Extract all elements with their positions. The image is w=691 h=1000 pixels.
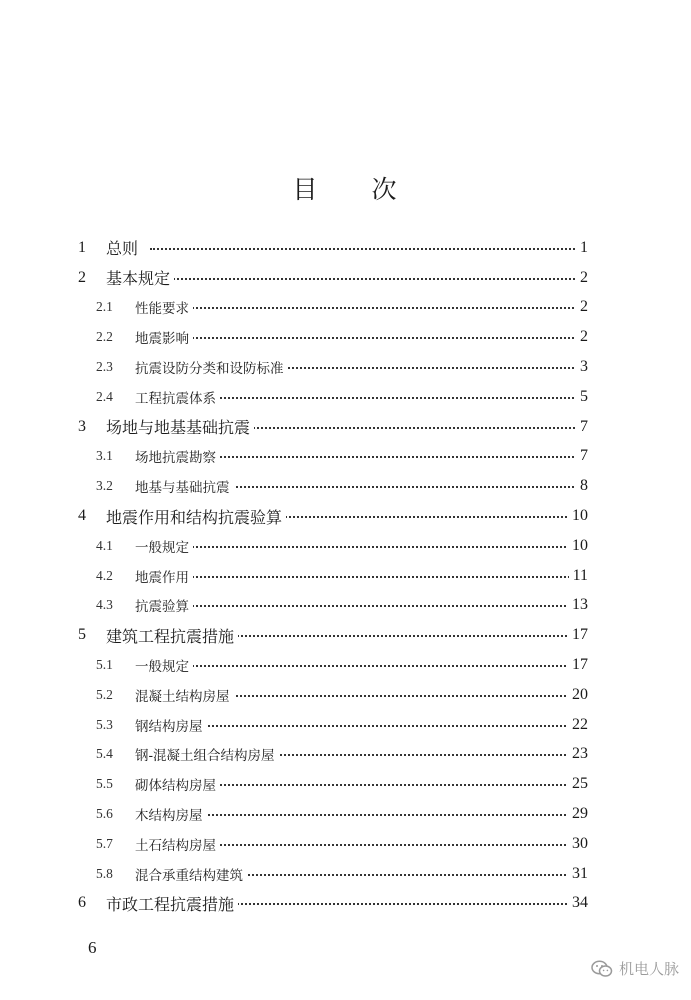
dot-leader: [180, 456, 578, 458]
toc-section-entry: [0, 442, 691, 472]
entry-number: 2.3: [96, 359, 113, 375]
toc-section-entry: [0, 293, 691, 323]
toc-section-entry: [0, 561, 691, 591]
entry-number: 5.4: [96, 746, 113, 762]
entry-title: 混凝土结构房屋: [135, 685, 234, 705]
page-title: [0, 170, 691, 206]
entry-title: 地基与基础抗震: [135, 476, 234, 496]
toc-section-entry: [0, 710, 691, 740]
dot-leader: [180, 576, 578, 578]
entry-title: 抗震验算: [135, 595, 193, 615]
entry-number: 3.2: [96, 478, 113, 494]
watermark: [591, 958, 679, 979]
entry-title: 市政工程抗震措施: [106, 892, 238, 915]
dot-leader: [180, 844, 578, 846]
title-char-right: 次: [371, 175, 399, 204]
entry-title: 场地抗震勘察: [135, 446, 220, 466]
toc-section-entry: [0, 769, 691, 799]
entry-page-number: 17: [568, 626, 588, 644]
entry-page-number: 31: [568, 865, 588, 883]
entry-page-number: 10: [568, 507, 588, 525]
dot-leader: [180, 337, 578, 339]
entry-title: 一般规定: [135, 536, 193, 556]
entry-number: 5.1: [96, 657, 113, 673]
dot-leader: [150, 248, 578, 250]
toc-section-entry: [0, 322, 691, 352]
dot-leader: [180, 695, 578, 697]
watermark-text: 机电人脉: [618, 960, 679, 978]
dot-leader: [180, 665, 578, 667]
toc-section-entry: [0, 650, 691, 680]
entry-number: 5.5: [96, 776, 113, 792]
entry-title: 土石结构房屋: [135, 834, 220, 854]
entry-title: 场地与地基基础抗震: [106, 415, 254, 438]
toc-section-entry: [0, 382, 691, 412]
entry-number: 2.2: [96, 329, 113, 345]
entry-title: 建筑工程抗震措施: [106, 624, 238, 647]
entry-page-number: 23: [568, 745, 588, 763]
entry-title: 基本规定: [106, 266, 174, 289]
wechat-icon: [591, 960, 613, 978]
toc-chapter-entry: [0, 233, 691, 263]
dot-leader: [180, 486, 578, 488]
entry-page-number: 2: [576, 328, 588, 346]
entry-number: 3: [78, 417, 86, 435]
entry-title: 地震影响: [135, 327, 193, 347]
entry-number: 5.8: [96, 865, 113, 881]
dot-leader: [180, 725, 578, 727]
dot-leader: [180, 307, 578, 309]
dot-leader: [180, 605, 578, 607]
entry-page-number: 2: [576, 269, 588, 287]
toc-section-entry: [0, 859, 691, 889]
entry-title: 钢-混凝土组合结构房屋: [135, 744, 279, 764]
entry-title: 木结构房屋: [135, 804, 207, 824]
toc-section-entry: [0, 531, 691, 561]
dot-leader: [180, 546, 578, 548]
toc-chapter-entry: [0, 263, 691, 293]
entry-number: 5.7: [96, 835, 113, 851]
entry-page-number: 20: [568, 686, 588, 704]
toc-section-entry: [0, 829, 691, 859]
toc-section-entry: [0, 680, 691, 710]
entry-page-number: 2: [576, 298, 588, 316]
entry-number: 3.1: [96, 448, 113, 464]
entry-number: 4: [78, 507, 86, 525]
entry-page-number: 1: [576, 239, 588, 257]
entry-number: 6: [78, 894, 86, 912]
entry-page-number: 34: [568, 894, 588, 912]
entry-number: 5.2: [96, 686, 113, 702]
entry-title: 抗震设防分类和设防标准: [135, 357, 288, 377]
entry-number: 5.3: [96, 716, 113, 732]
entry-page-number: 3: [576, 358, 588, 376]
dot-leader: [180, 397, 578, 399]
entry-page-number: 7: [576, 447, 588, 465]
entry-page-number: 8: [576, 477, 588, 495]
dot-leader: [180, 814, 578, 816]
entry-title: 钢结构房屋: [135, 715, 207, 735]
toc-chapter-entry: [0, 620, 691, 650]
toc-section-entry: [0, 471, 691, 501]
entry-page-number: 17: [568, 656, 588, 674]
entry-number: 5.6: [96, 806, 113, 822]
entry-title: 地震作用: [135, 566, 193, 586]
toc-chapter-entry: [0, 889, 691, 919]
toc-section-entry: [0, 740, 691, 770]
table-of-contents: [0, 233, 691, 918]
entry-title: 砌体结构房屋: [135, 774, 220, 794]
entry-number: 2.1: [96, 299, 113, 315]
entry-title: 一般规定: [135, 655, 193, 675]
entry-title: 混合承重结构建筑: [135, 864, 247, 884]
entry-number: 2.4: [96, 388, 113, 404]
title-char-left: 目: [292, 175, 320, 204]
entry-title: 总则: [106, 236, 142, 259]
entry-title: 地震作用和结构抗震验算: [106, 505, 286, 528]
toc-chapter-entry: [0, 501, 691, 531]
entry-page-number: 25: [568, 775, 588, 793]
toc-section-entry: [0, 799, 691, 829]
entry-number: 4.3: [96, 597, 113, 613]
toc-chapter-entry: [0, 412, 691, 442]
entry-page-number: 13: [568, 596, 588, 614]
entry-page-number: 22: [568, 716, 588, 734]
entry-title: 性能要求: [135, 297, 193, 317]
entry-page-number: 7: [576, 418, 588, 436]
entry-page-number: 30: [568, 835, 588, 853]
entry-page-number: 11: [569, 567, 588, 585]
entry-number: 4.1: [96, 537, 113, 553]
footer-page-number: 6: [88, 938, 97, 957]
toc-section-entry: [0, 352, 691, 382]
dot-leader: [150, 278, 578, 280]
dot-leader: [180, 784, 578, 786]
entry-page-number: 5: [576, 388, 588, 406]
entry-page-number: 29: [568, 805, 588, 823]
entry-number: 4.2: [96, 567, 113, 583]
entry-number: 5: [78, 626, 86, 644]
toc-section-entry: [0, 591, 691, 621]
entry-number: 2: [78, 268, 86, 286]
entry-page-number: 10: [568, 537, 588, 555]
entry-title: 工程抗震体系: [135, 387, 220, 407]
entry-number: 1: [78, 238, 86, 256]
